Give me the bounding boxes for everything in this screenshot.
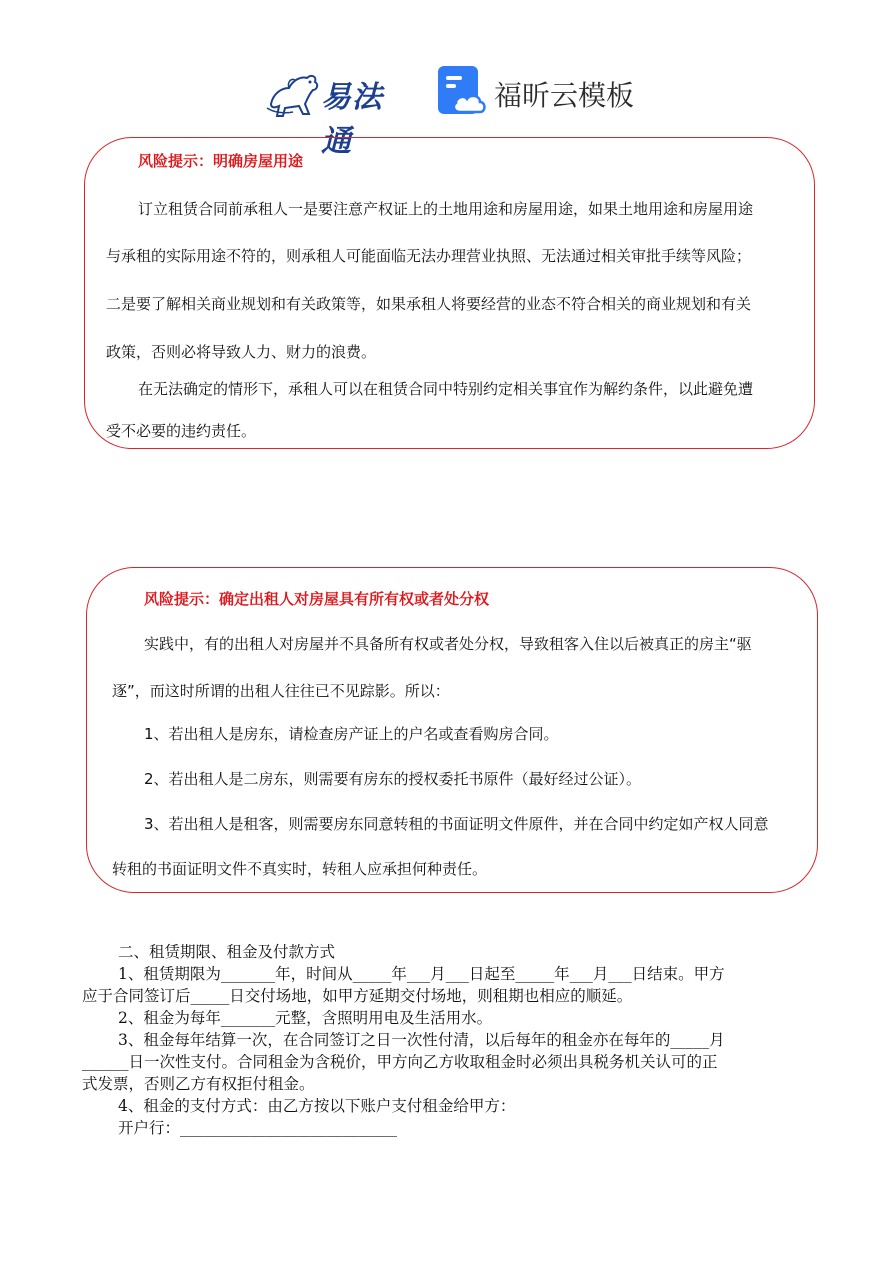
logo1-text: 易法通	[321, 80, 383, 159]
risk-tip-1-line: 政策，否则必将导致人力、财力的浪费。	[106, 343, 377, 361]
clause-line: 1、租赁期限为_______年，时间从_____年___月___日起至_____年___月___日结束。甲方	[118, 965, 725, 983]
clause-line: 应于合同签订后_____日交付场地，如甲方延期交付场地，则租期也相应的顺延。	[82, 987, 633, 1005]
logo2-text: 福昕云模板	[494, 79, 635, 112]
bank-field-line: 开户行：____________________________	[118, 1119, 398, 1137]
risk-tip-2-line: 1、若出租人是房东，请检查房产证上的户名或查看购房合同。	[144, 725, 559, 743]
risk-tip-2-line: 3、若出租人是租客，则需要房东同意转租的书面证明文件原件，并在合同中约定如产权人同意	[144, 815, 769, 833]
header-logos	[0, 62, 893, 159]
risk-tip-2-line: 实践中，有的出租人对房屋并不具备所有权或者处分权，导致租客入住以后被真正的房主“驱	[144, 635, 752, 653]
section-heading: 二、租赁期限、租金及付款方式	[118, 943, 336, 961]
risk-tip-2-line: 转租的书面证明文件不真实时，转租人应承担何种责任。	[112, 860, 488, 878]
clause-line: 式发票，否则乙方有权拒付租金。	[82, 1075, 315, 1093]
risk-tip-1-line: 二是要了解相关商业规划和有关政策等，如果承租人将要经营的业态不符合相关的商业规划和有关	[106, 295, 752, 313]
risk-tip-1-line: 受不必要的违约责任。	[106, 422, 257, 440]
section-2-body	[82, 941, 822, 1139]
risk-tip-1-line: 在无法确定的情形下，承租人可以在租赁合同中特别约定相关事宜作为解约条件，以此避免遭	[138, 380, 754, 398]
clause-line: ______日一次性支付。合同租金为含税价，甲方向乙方收取租金时必须出具税务机关认可的正	[82, 1053, 718, 1071]
risk-tip-1-line: 与承租的实际用途不符的，则承租人可能面临无法办理营业执照、无法通过相关审批手续等风险；	[106, 247, 752, 265]
clause-line: 3、租金每年结算一次，在合同签订之日一次性付清，以后每年的租金亦在每年的_____月	[118, 1031, 725, 1049]
risk-tip-2-line: 逐”，而这时所谓的出租人往往已不见踪影。所以：	[112, 682, 450, 700]
risk-tip-2-title: 风险提示：确定出租人对房屋具有所有权或者处分权	[144, 590, 490, 608]
document-cloud-icon	[436, 64, 488, 118]
yifatong-logo	[263, 64, 413, 159]
risk-tip-2-line: 2、若出租人是二房东，则需要有房东的授权委托书原件（最好经过公证）。	[144, 770, 642, 788]
risk-tip-1-line: 订立租赁合同前承租人一是要注意产权证上的土地用途和房屋用途，如果土地用途和房屋用途	[138, 200, 754, 218]
clause-line: 4、租金的支付方式：由乙方按以下账户支付租金给甲方：	[118, 1097, 516, 1115]
qilin-mascot-icon	[263, 64, 323, 118]
clause-line: 2、租金为每年_______元整，含照明用电及生活用水。	[118, 1009, 493, 1027]
risk-tip-1-title: 风险提示：明确房屋用途	[138, 152, 304, 170]
foxit-template-logo	[436, 64, 636, 118]
